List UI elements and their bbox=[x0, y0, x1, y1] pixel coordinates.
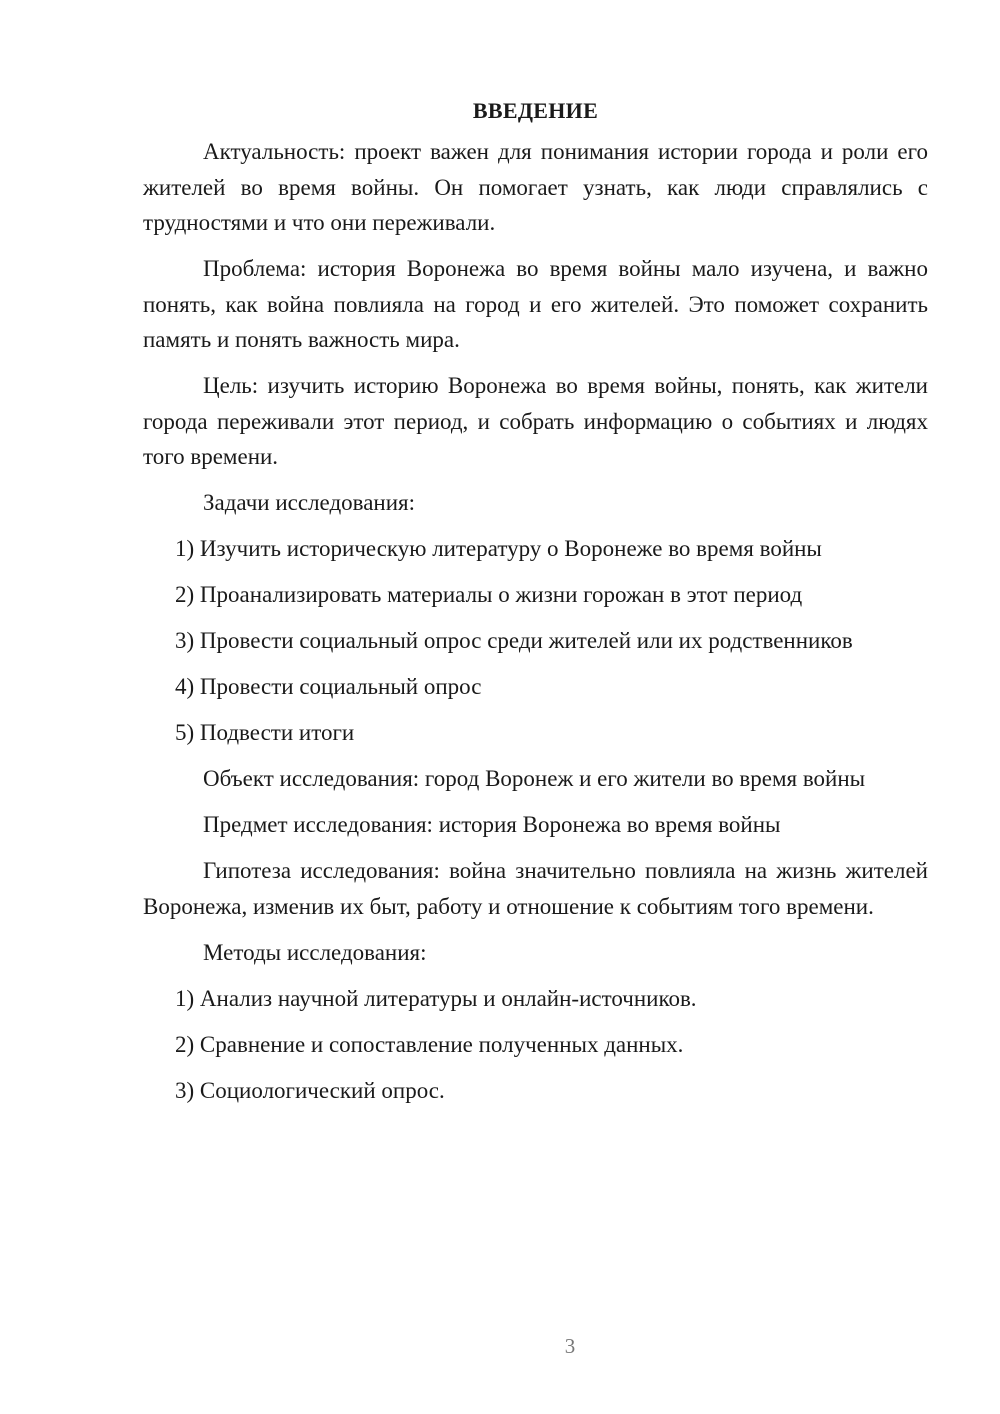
relevance-paragraph: Актуальность: проект важен для понимания истории города и роли его жителей во время войны. Он помогает узнать, как люди справлялись с трудностями и что они переживали. bbox=[143, 139, 928, 235]
subject-line: Предмет исследования: история Воронежа во время войны bbox=[203, 812, 781, 837]
method-item: 2) Сравнение и сопоставление полученных данных. bbox=[175, 1031, 684, 1057]
page-content bbox=[143, 96, 928, 1119]
section-heading: ВВЕДЕНИЕ bbox=[472, 98, 599, 123]
object-line: Объект исследования: город Воронеж и его жители во время войны bbox=[203, 766, 866, 791]
hypothesis-paragraph: Гипотеза исследования: война значительно повлияла на жизнь жителей Воронежа, изменив их быт, работу и отношение к событиям того времени. bbox=[143, 858, 928, 919]
method-item: 1) Анализ научной литературы и онлайн-источников. bbox=[175, 985, 697, 1011]
task-item: 5) Подвести итоги bbox=[175, 720, 355, 745]
task-item: 4) Провести социальный опрос bbox=[175, 674, 482, 699]
goal-paragraph: Цель: изучить историю Воронежа во время войны, понять, как жители города переживали этот период, и собрать информацию о событиях и людях того времени. bbox=[143, 373, 928, 469]
task-item: 2) Проанализировать материалы о жизни горожан в этот период bbox=[175, 582, 803, 607]
tasks-title: Задачи исследования: bbox=[203, 490, 416, 515]
methods-title: Методы исследования: bbox=[203, 939, 427, 965]
page-number: 3 bbox=[564, 1334, 576, 1358]
task-item: 3) Провести социальный опрос среди жителей или их родственников bbox=[175, 628, 853, 653]
method-item: 3) Социологический опрос. bbox=[175, 1077, 445, 1103]
problem-paragraph: Проблема: история Воронежа во время войны мало изучена, и важно понять, как война повлияла на город и его жителей. Это поможет сохранить память и понять важность мира. bbox=[143, 256, 928, 352]
task-item: 1) Изучить историческую литературу о Воронеже во время войны bbox=[175, 536, 822, 561]
